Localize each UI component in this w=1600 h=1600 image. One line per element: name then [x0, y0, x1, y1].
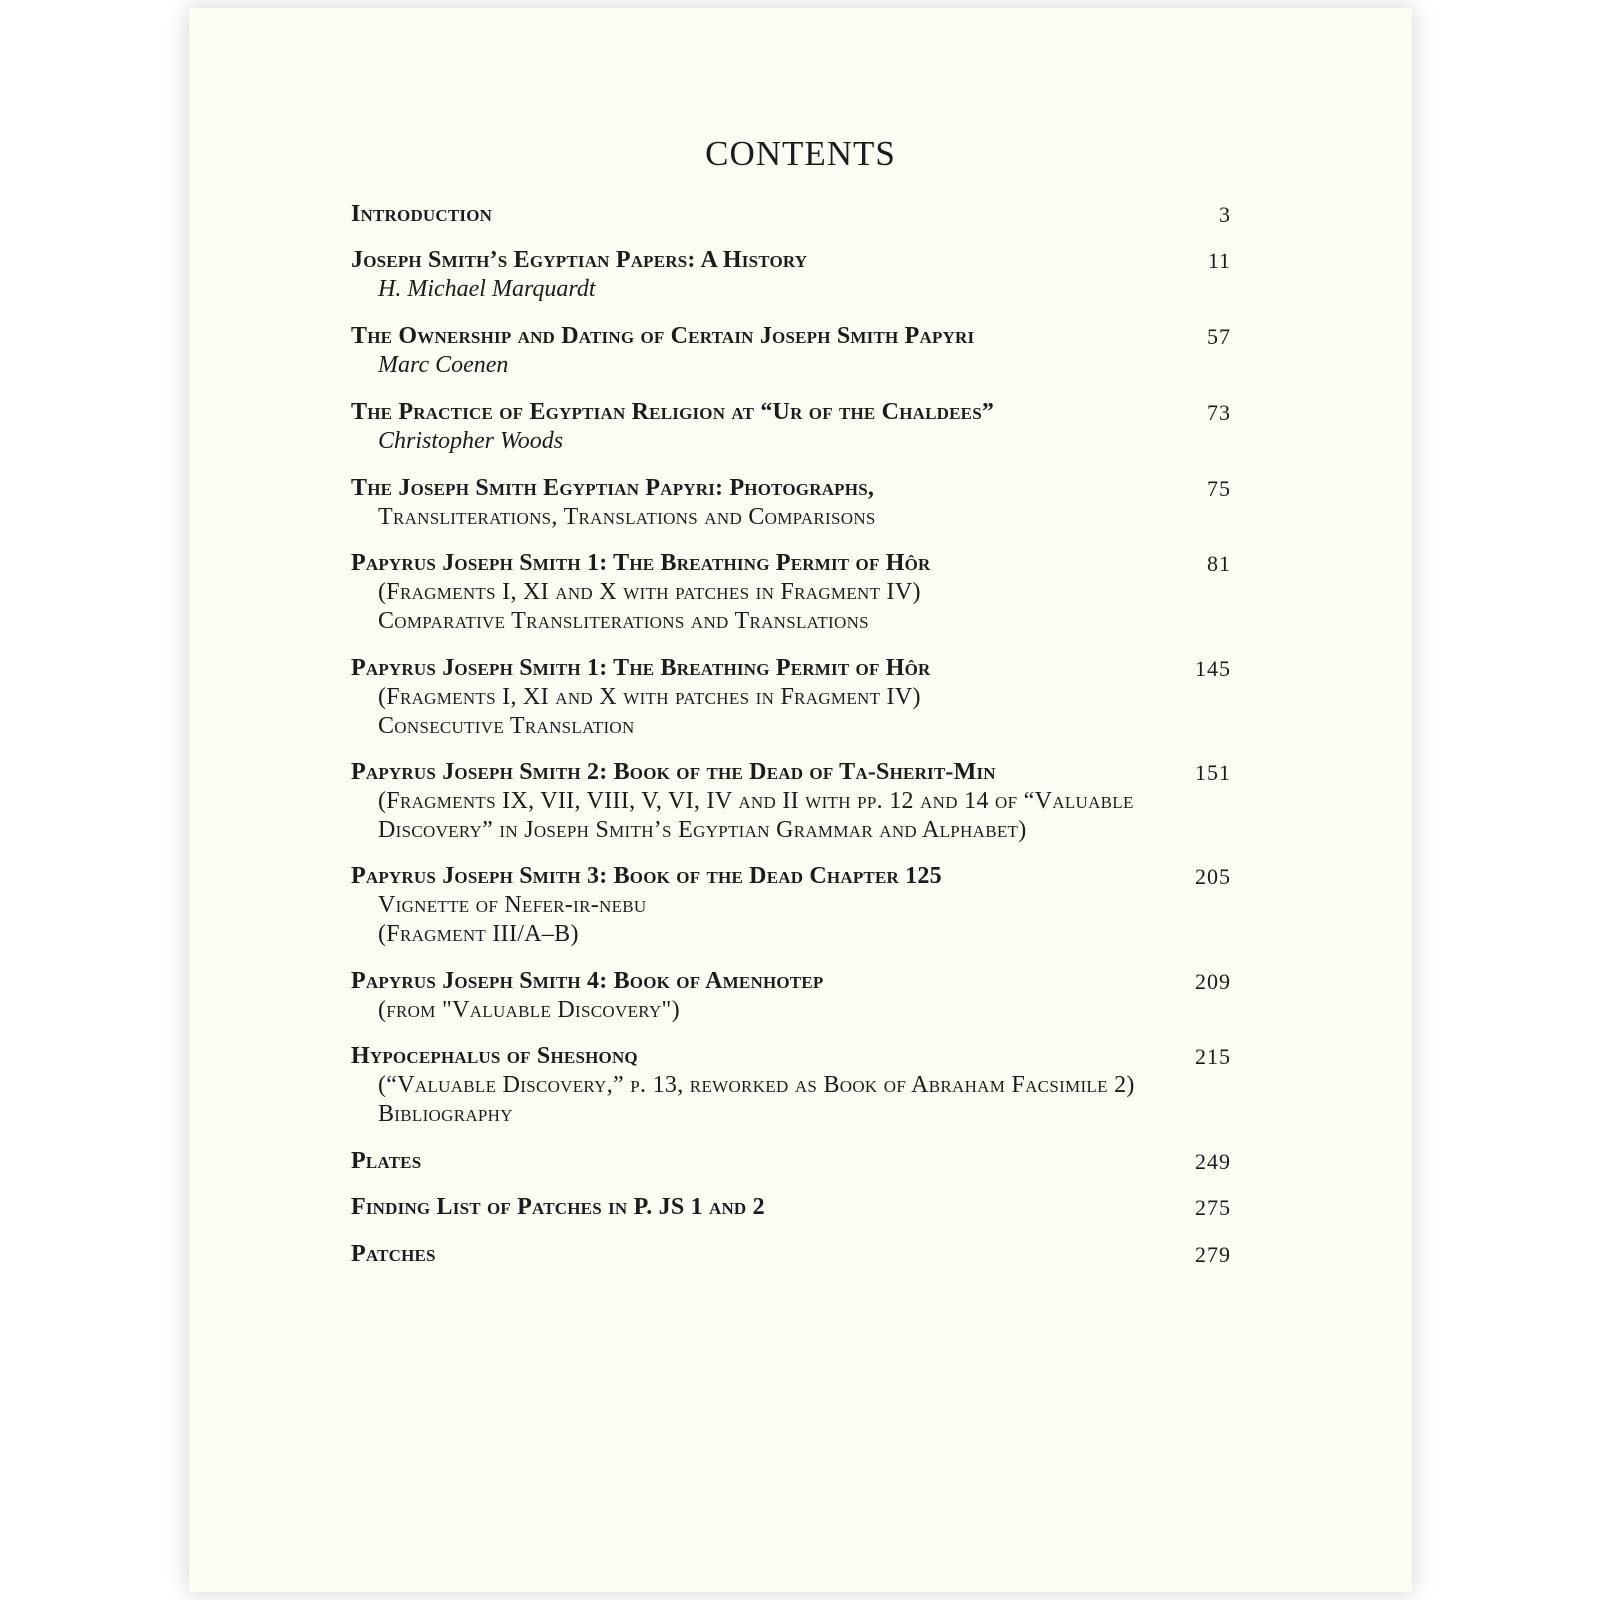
- page-title: CONTENTS: [705, 134, 896, 173]
- toc-page-number: 145: [1195, 656, 1231, 681]
- toc-entry-subtitle: (Fragments IX, VII, VIII, V, VI, IV and II with pp. 12 and 14 of “Valuable: [378, 788, 1134, 814]
- toc-entry-title: Papyrus Joseph Smith 4: Book of Amenhotep: [351, 968, 824, 994]
- toc-entry-practice: [351, 398, 1231, 456]
- toc-entry-subtitle: Comparative Transliterations and Translations: [378, 608, 869, 634]
- toc-entry-title: The Practice of Egyptian Religion at “Ur of the Chaldees”: [351, 399, 995, 425]
- toc-entry-subtitle: (Fragment III/A–B): [378, 921, 579, 947]
- toc-entry-pjs3: [351, 862, 1231, 949]
- toc-entry-title: Introduction: [351, 201, 493, 227]
- toc-entry-subtitle: Consecutive Translation: [378, 713, 635, 739]
- toc-entry-pjs4: [351, 967, 1231, 1025]
- toc-page-number: 75: [1207, 476, 1231, 501]
- toc-entry-patches: [351, 1240, 1231, 1269]
- toc-entry-subtitle: (Fragments I, XI and X with patches in Fragment IV): [378, 579, 921, 605]
- toc-entry-pjs1-consecutive: [351, 654, 1231, 741]
- toc-entry-subtitle: (Fragments I, XI and X with patches in Fragment IV): [378, 684, 921, 710]
- toc-page-number: 215: [1195, 1044, 1231, 1069]
- toc-entry-title: Finding List of Patches in P. JS 1 and 2: [351, 1194, 765, 1220]
- toc-page-number: 73: [1207, 400, 1231, 425]
- toc-entry-subtitle: Vignette of Nefer-ir-nebu: [378, 892, 647, 918]
- toc-page-number: 81: [1207, 551, 1231, 576]
- toc-entry-finding-list: [351, 1193, 1231, 1222]
- toc-entry-title: Patches: [351, 1241, 436, 1267]
- toc-page-number: 249: [1195, 1149, 1231, 1174]
- toc-page-number: 209: [1195, 969, 1231, 994]
- toc-entry-title: Joseph Smith’s Egyptian Papers: A History: [351, 247, 808, 273]
- toc-page-number: 151: [1195, 760, 1231, 785]
- toc-entry-subtitle: (“Valuable Discovery,” p. 13, reworked as Book of Abraham Facsimile 2): [378, 1072, 1135, 1098]
- toc-entry-author: Marc Coenen: [378, 352, 509, 378]
- toc-entry-subtitle: Transliterations, Translations and Comparisons: [378, 504, 876, 530]
- toc-entry-title: Papyrus Joseph Smith 2: Book of the Dead of Ta-Sherit-Min: [351, 759, 996, 785]
- toc-entry-title: Papyrus Joseph Smith 1: The Breathing Permit of Hôr: [351, 550, 931, 576]
- document-page: [189, 8, 1412, 1592]
- toc-entry-subtitle: Bibliography: [378, 1101, 513, 1127]
- toc-entry-title: The Joseph Smith Egyptian Papyri: Photographs,: [351, 475, 875, 501]
- toc-page-number: 279: [1195, 1242, 1231, 1267]
- toc-entry-author: Christopher Woods: [378, 428, 564, 454]
- toc-entry-ownership: [351, 322, 1231, 380]
- toc-entry-title: Plates: [351, 1148, 422, 1174]
- toc-entry-hypocephalus: [351, 1042, 1231, 1129]
- toc-entry-introduction: [351, 200, 1231, 229]
- toc-entry-title: Papyrus Joseph Smith 1: The Breathing Permit of Hôr: [351, 655, 931, 681]
- toc-entry-title: Papyrus Joseph Smith 3: Book of the Dead Chapter 125: [351, 863, 942, 889]
- toc-entry-subtitle: (from "Valuable Discovery"): [378, 997, 680, 1023]
- toc-page-number: 3: [1219, 202, 1231, 227]
- toc-page-number: 57: [1207, 324, 1231, 349]
- toc-page-number: 11: [1207, 248, 1231, 273]
- toc-page-number: 275: [1195, 1195, 1231, 1220]
- toc-entry-title: Hypocephalus of Sheshonq: [351, 1043, 638, 1069]
- toc-entry-photographs: [351, 474, 1231, 532]
- toc-entry-title: The Ownership and Dating of Certain Joseph Smith Papyri: [351, 323, 975, 349]
- toc-entry-plates: [351, 1147, 1231, 1176]
- toc-entry-history: [351, 246, 1231, 304]
- toc-entry-author: H. Michael Marquardt: [378, 276, 596, 302]
- toc-entry-pjs1-comparative: [351, 549, 1231, 636]
- toc-entry-subtitle: Discovery” in Joseph Smith’s Egyptian Grammar and Alphabet): [378, 817, 1027, 843]
- toc-page-number: 205: [1195, 864, 1231, 889]
- toc-entry-pjs2: [351, 758, 1231, 845]
